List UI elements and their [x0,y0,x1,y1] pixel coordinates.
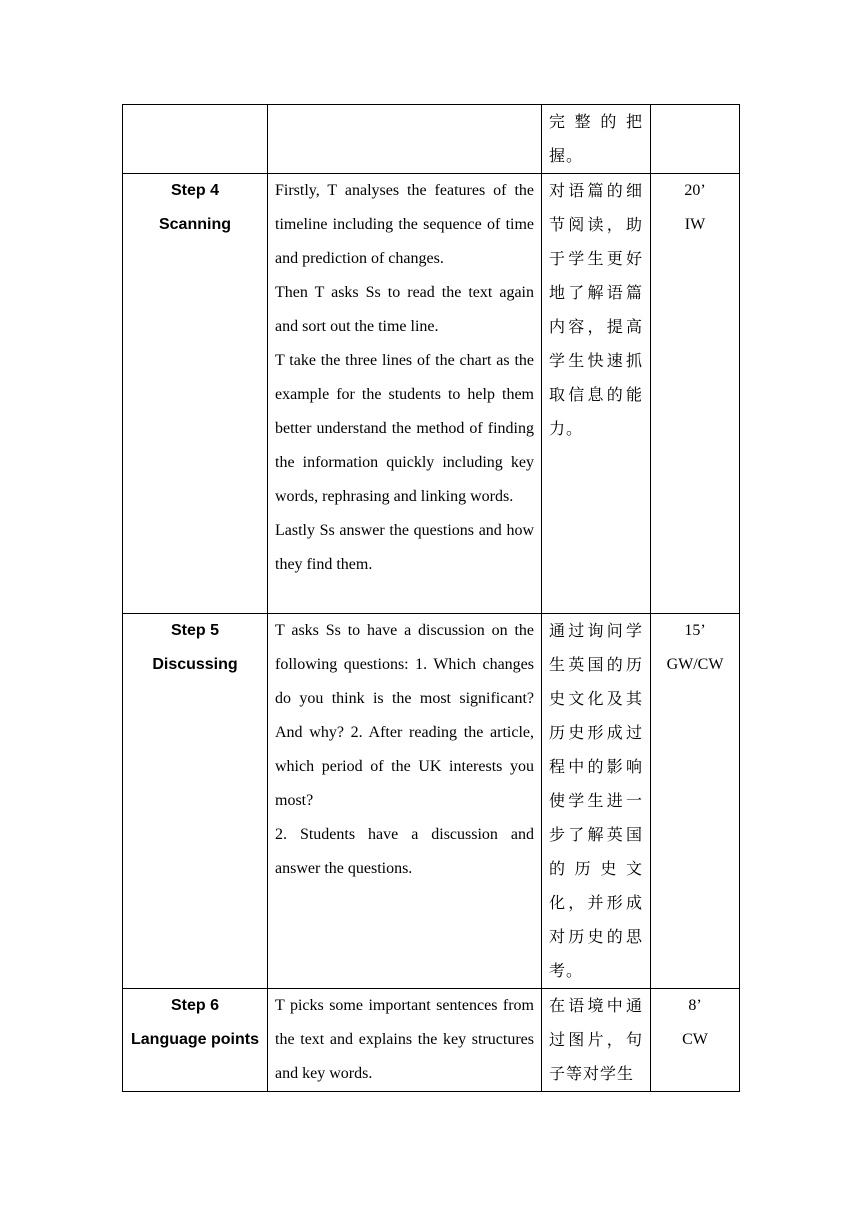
table-row [123,174,740,614]
time-cell [651,989,740,1092]
step-name: Discussing [152,656,238,673]
lesson-plan-table [122,104,740,1092]
activity-paragraph: T take the three lines of the chart as the example for the students to help them better understand the method of finding the information quickly including key words, rephrasing and linking words. [275,352,534,505]
time-cell [651,105,740,174]
activity-cell [268,614,542,989]
mode-value: IW [684,216,706,233]
time-value: 20’ [684,182,706,199]
purpose-text: 在语境中通过图片，句子等对学生 [549,996,643,1083]
activity-paragraph: Lastly Ss answer the questions and how they find them. [275,522,534,573]
activity-paragraph: 2. Students have a discussion and answer the questions. [275,826,534,877]
step-cell [123,174,268,614]
table-row [123,105,740,174]
purpose-cell [542,174,651,614]
activity-paragraph: T asks Ss to have a discussion on the following questions: 1. Which changes do you think is the most significant? And why? 2. After reading the article, which period of the UK interests you most? [275,622,534,809]
time-value: 8’ [688,997,702,1014]
purpose-text: 对语篇的细节阅读，助于学生更好地了解语篇内容，提高学生快速抓取信息的能力。 [549,181,643,438]
step-label: Step 4 [170,182,219,199]
activity-paragraph: Then T asks Ss to read the text again and sort out the time line. [275,284,534,335]
time-cell [651,614,740,989]
purpose-cell [542,614,651,989]
table-row [123,614,740,989]
activity-paragraph: T picks some important sentences from the text and explains the key structures and key words. [275,997,534,1082]
step-name: Language points [131,1031,259,1048]
time-cell [651,174,740,614]
table-row [123,989,740,1092]
activity-cell [268,174,542,614]
time-value: 15’ [684,622,706,639]
activity-paragraph: Firstly, T analyses the features of the timeline including the sequence of time and prediction of changes. [275,182,534,267]
purpose-cell [542,989,651,1092]
activity-cell [268,105,542,174]
mode-value: GW/CW [666,656,724,673]
step-cell [123,989,268,1092]
purpose-text: 完整的把握。 [549,112,643,165]
mode-value: CW [682,1031,708,1048]
purpose-cell [542,105,651,174]
purpose-text: 通过询问学生英国的历史文化及其历史形成过程中的影响使学生进一步了解英国的历史文化，并形成对历史的思考。 [549,621,643,980]
step-label: Step 6 [170,997,219,1014]
step-label: Step 5 [170,622,219,639]
step-cell [123,105,268,174]
step-cell [123,614,268,989]
activity-cell [268,989,542,1092]
step-name: Scanning [158,216,231,233]
